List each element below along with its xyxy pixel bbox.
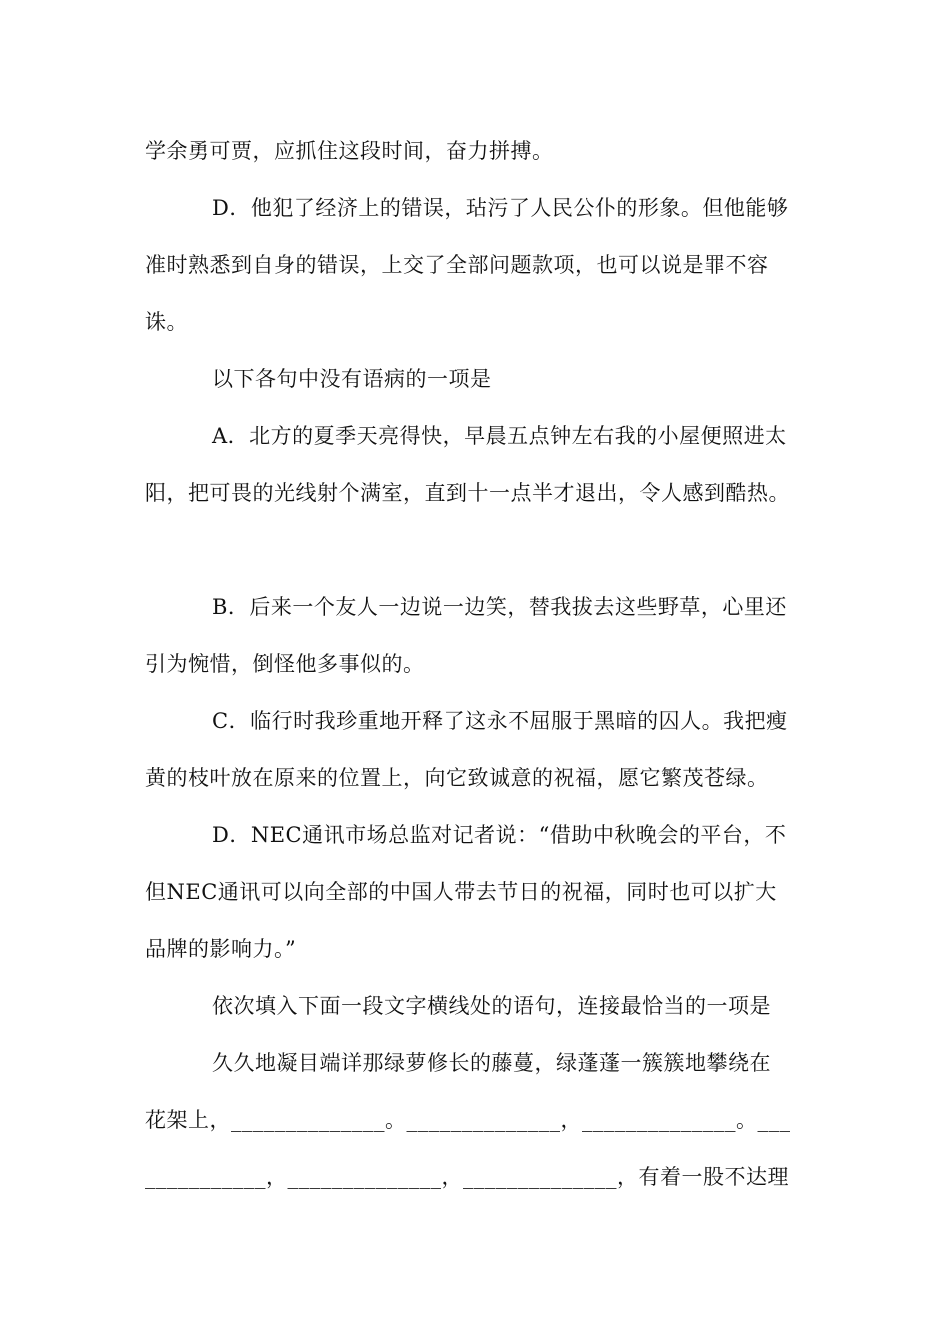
passage-line: 久久地凝目端详那绿萝修长的藤蔓，绿蓬蓬一簇簇地攀绕在 [212, 1051, 771, 1075]
option-b: B．后来一个友人一边说一边笑，替我拔去这些野草，心里还 [212, 595, 787, 619]
option-a: A．北方的夏季天亮得快，早晨五点钟左右我的小屋便照进太 [212, 424, 787, 448]
text-line: 品牌的影响力。” [145, 937, 297, 961]
text-line: 黄的枝叶放在原来的位置上，向它致诚意的祝福，愿它繁茂苍绿。 [145, 766, 769, 790]
text-line: 学余勇可贾，应抓住这段时间，奋力拼搏。 [145, 139, 554, 163]
fill-blank-line: ___________，______________，______________，有着一股不达理 [145, 1165, 789, 1189]
question-stem: 以下各句中没有语病的一项是 [212, 367, 492, 391]
option-d: D．NEC通讯市场总监对记者说：“借助中秋晚会的平台，不 [212, 823, 787, 847]
question-stem: 依次填入下面一段文字横线处的语句，连接最恰当的一项是 [212, 994, 771, 1018]
option-c: C．临行时我珍重地开释了这永不屈服于黑暗的囚人。我把瘦 [212, 709, 788, 733]
text-line: 但NEC通讯可以向全部的中国人带去节日的祝福，同时也可以扩大 [145, 880, 777, 904]
text-line: 诛。 [145, 310, 188, 334]
text-line: 引为惋惜，倒怪他多事似的。 [145, 652, 425, 676]
text-line: 准时熟悉到自身的错误，上交了全部问题款项，也可以说是罪不容 [145, 253, 769, 277]
text-line: 阳，把可畏的光线射个满室，直到十一点半才退出，令人感到酷热。 [145, 481, 790, 505]
text-line: D．他犯了经济上的错误，玷污了人民公仆的形象。但他能够 [212, 196, 789, 220]
fill-blank-line: 花架上，______________。______________，______________。___ [145, 1108, 791, 1132]
